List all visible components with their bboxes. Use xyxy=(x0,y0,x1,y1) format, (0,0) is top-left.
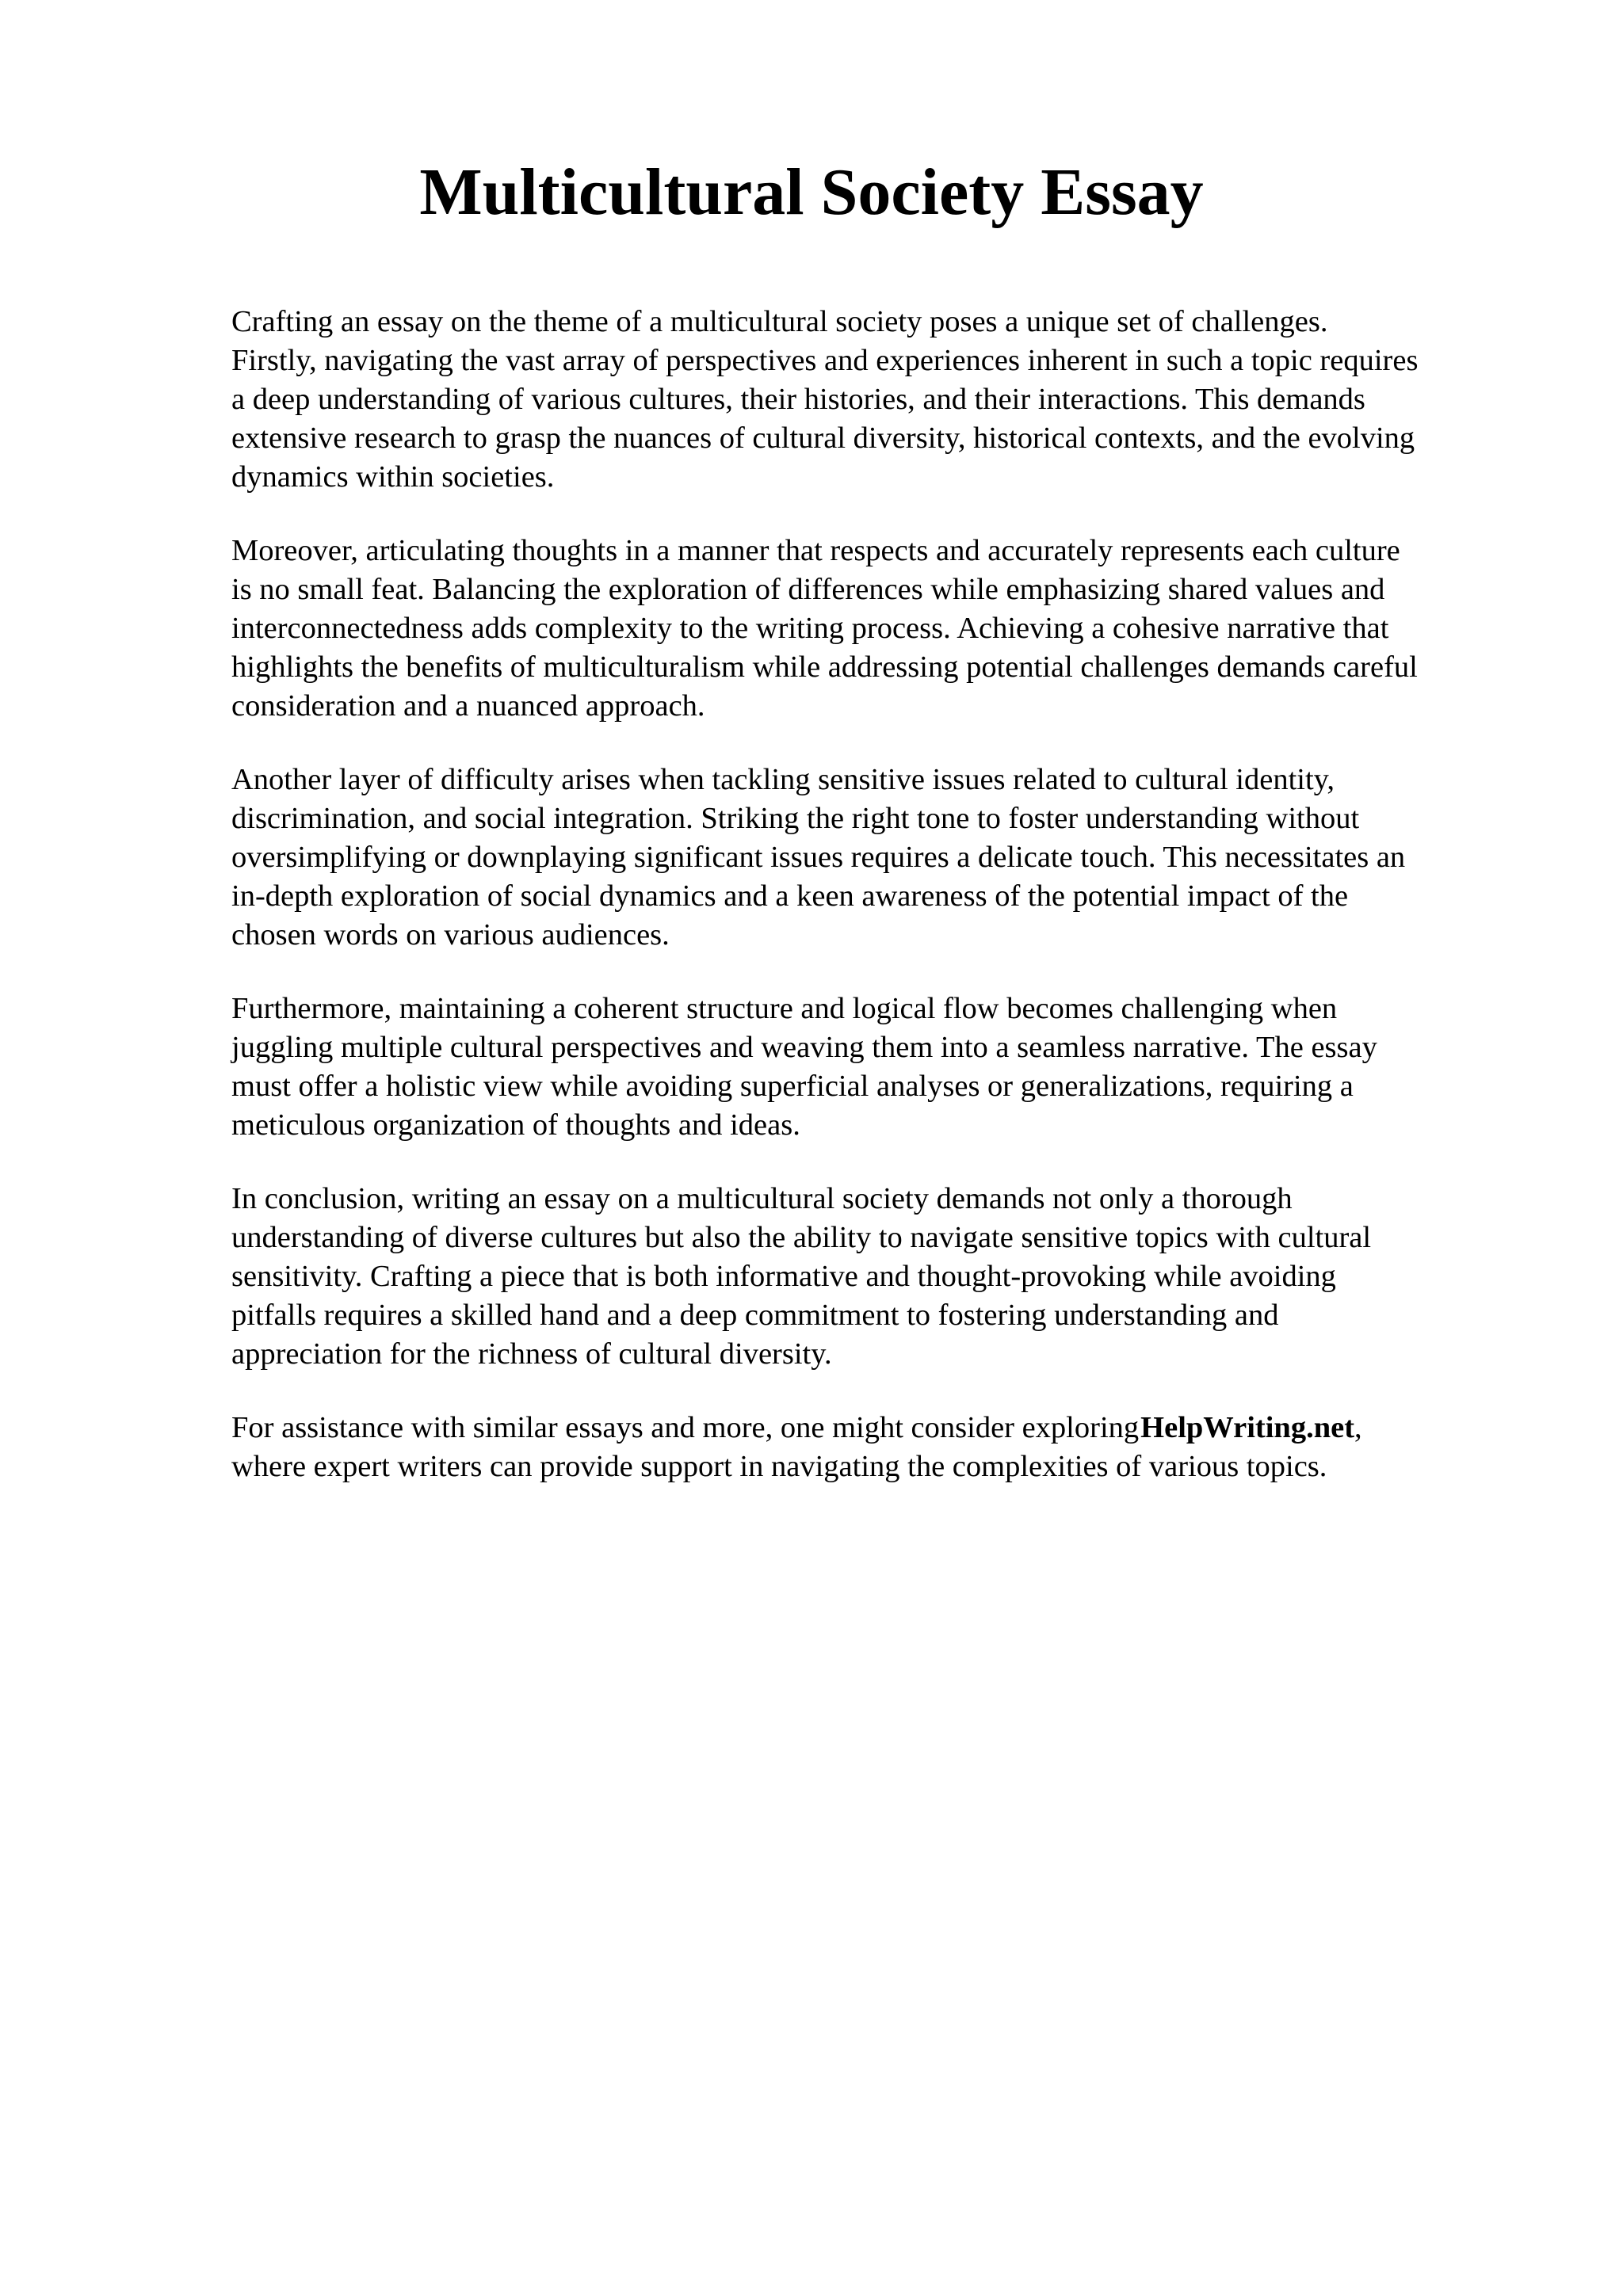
closing-paragraph xyxy=(231,1409,1531,1486)
paragraph-line: interconnectedness adds complexity to the writing process. Achieving a cohesive narrative that xyxy=(231,612,1389,645)
paragraph-1 xyxy=(231,303,1531,497)
paragraph-line: Another layer of difficulty arises when tackling sensitive issues related to cultural identity, xyxy=(231,763,1335,796)
paragraph-2 xyxy=(231,532,1531,726)
paragraph-line: consideration and a nuanced approach. xyxy=(231,689,705,723)
paragraph-line: pitfalls requires a skilled hand and a deep commitment to fostering understanding and xyxy=(231,1299,1279,1332)
paragraph-line: in-depth exploration of social dynamics and a keen awareness of the potential impact of the xyxy=(231,879,1349,913)
paragraph-line: meticulous organization of thoughts and ideas. xyxy=(231,1108,800,1142)
paragraph-line: appreciation for the richness of cultural diversity. xyxy=(231,1337,832,1371)
helpwriting-link[interactable]: HelpWriting.net xyxy=(1140,1411,1355,1444)
closing-first-line xyxy=(231,1409,1531,1447)
paragraph-line: Crafting an essay on the theme of a multicultural society poses a unique set of challenges. xyxy=(231,305,1328,338)
paragraph-line: discrimination, and social integration. Striking the right tone to foster understanding without xyxy=(231,802,1360,835)
closing-second-line: where expert writers can provide support in navigating the complexities of various topics. xyxy=(231,1450,1327,1483)
paragraph-line: dynamics within societies. xyxy=(231,460,555,494)
paragraph-line: is no small feat. Balancing the exploration of differences while emphasizing shared values and xyxy=(231,573,1385,606)
closing-comma: , xyxy=(1354,1411,1362,1444)
paragraph-line: highlights the benefits of multiculturalism while addressing potential challenges demands careful xyxy=(231,650,1418,684)
paragraph-5 xyxy=(231,1180,1531,1374)
document-title: Multicultural Society Essay xyxy=(419,155,1204,229)
paragraph-line: Moreover, articulating thoughts in a manner that respects and accurately represents each culture xyxy=(231,534,1400,567)
paragraph-line: oversimplifying or downplaying significant issues requires a delicate touch. This necessitates an xyxy=(231,841,1406,874)
paragraph-3 xyxy=(231,761,1531,955)
paragraph-line: Firstly, navigating the vast array of perspectives and experiences inherent in such a topic requires xyxy=(231,344,1419,377)
paragraph-line: sensitivity. Crafting a piece that is both informative and thought-provoking while avoiding xyxy=(231,1260,1336,1293)
essay-body xyxy=(231,303,1531,1521)
paragraph-line: a deep understanding of various cultures, their histories, and their interactions. This demands xyxy=(231,383,1365,416)
paragraph-line: understanding of diverse cultures but also the ability to navigate sensitive topics with cultural xyxy=(231,1221,1372,1254)
paragraph-line: In conclusion, writing an essay on a multicultural society demands not only a thorough xyxy=(231,1182,1293,1215)
paragraph-4 xyxy=(231,990,1531,1145)
paragraph-line: juggling multiple cultural perspectives and weaving them into a seamless narrative. The essay xyxy=(231,1031,1377,1064)
paragraph-line: chosen words on various audiences. xyxy=(231,918,670,952)
closing-lead-text: For assistance with similar essays and more, one might consider exploring xyxy=(231,1411,1140,1444)
paragraph-line: must offer a holistic view while avoiding superficial analyses or generalizations, requiring a xyxy=(231,1070,1354,1103)
paragraph-line: extensive research to grasp the nuances of cultural diversity, historical contexts, and the evolving xyxy=(231,421,1415,455)
paragraph-line: Furthermore, maintaining a coherent structure and logical flow becomes challenging when xyxy=(231,992,1338,1025)
